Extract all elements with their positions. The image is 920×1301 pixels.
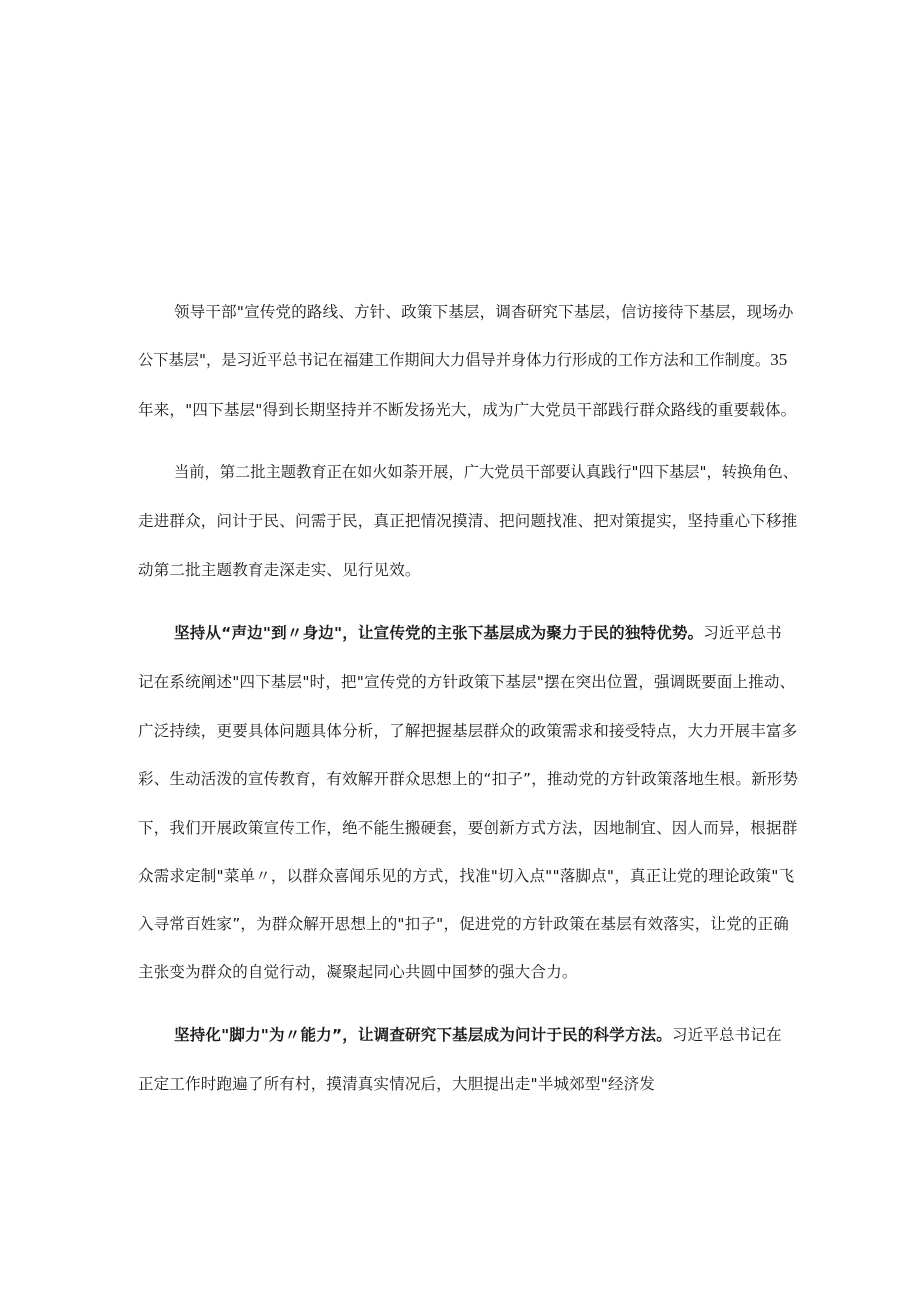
line-text: 众需求定制"菜单〃，以群众喜闻乐见的方式，找准"切入点""落脚点"，真正让党的理论政策"飞 xyxy=(138,867,795,885)
line-text: 年来，"四下基层"得到长期坚持并不断发扬光大，成为广大党员干部践行群众路线的重要载体。 xyxy=(138,401,797,419)
paragraph-3-line-4 xyxy=(138,769,798,789)
line-text: 习近平总书记在 xyxy=(671,1026,782,1044)
line-text: 主张变为群众的自觉行动，凝聚起同心共圆中国梦的强大合力。 xyxy=(138,963,578,981)
line-text: 公下基层"，是习近平总书记在福建工作期间大力倡导并身体力行形成的工作方法和工作制度。 xyxy=(138,351,771,369)
paragraph-4-line-2 xyxy=(138,1074,655,1094)
paragraph-3-line-3 xyxy=(138,721,797,741)
paragraph-2-line-3 xyxy=(138,560,421,580)
line-text: 习近平总书 xyxy=(703,624,782,642)
line-text: 彩、生动活泼的宣传教育，有效解开群众思想上的“扣子”，推动党的方针政策落地生根。新形势 xyxy=(138,770,799,788)
line-text: 动第二批主题教育走深走实、见行见效。 xyxy=(138,561,421,579)
paragraph-lead-bold: 坚持从“声边"到〃身边"，让宣传党的主张下基层成为聚力于民的独特优势。 xyxy=(174,624,704,642)
line-text: 领导干部"宣传党的路线、方针、政策下基层，调杳研究下基层，信访接待下基层，现场办 xyxy=(174,303,794,321)
paragraph-1-line-3 xyxy=(138,400,796,420)
paragraph-2-line-2 xyxy=(138,511,797,531)
line-text: 正定工作时跑遍了所有村，摸清真实情况后，大胆提出走"半城郊型"经济发 xyxy=(138,1075,656,1093)
paragraph-3-line-8 xyxy=(138,962,578,982)
line-text: 当前，第二批主题教育正在如火如荼开展，广大党员干部要认真践行"四下基层"，转换角色、 xyxy=(174,463,799,481)
line-text: 入寻常百姓家”，为群众解开思想上的"扣子"，促进党的方针政策在基层有效落实，让党的正确 xyxy=(138,915,789,933)
paragraph-3-line-6 xyxy=(138,866,794,886)
line-text: 下，我们开展政策宣传工作，绝不能生搬硬套，要创新方式方法，因地制宜、因人而异，根据群 xyxy=(138,819,798,837)
paragraph-3-line-2 xyxy=(138,672,795,692)
paragraph-3-line-1 xyxy=(174,623,782,643)
line-text: 走进群众，问计于民、问需于民，真正把情况摸清、把问题找准、把对策提实，坚持重心下移推 xyxy=(138,512,798,530)
line-text: 记在系统阐述"四下基层"时，把"宣传党的方针政策下基层"摆在突出位置，强调既要面上推动、 xyxy=(138,673,796,691)
paragraph-1-line-1 xyxy=(174,302,794,322)
paragraph-2-line-1 xyxy=(174,462,798,482)
paragraph-lead-bold: 坚持化"脚力"为〃能力”，让调查研究下基层成为问计于民的科学方法。 xyxy=(174,1026,672,1044)
paragraph-3-line-5 xyxy=(138,818,797,838)
paragraph-1-line-2 xyxy=(138,350,787,370)
paragraph-4-line-1 xyxy=(174,1025,782,1045)
line-number-suffix: 35 xyxy=(770,350,788,369)
paragraph-3-line-7 xyxy=(138,914,789,934)
line-text: 广泛持续，更要具体问题具体分析，了解把握基层群众的政策需求和接受特点，大力开展丰富多 xyxy=(138,722,798,740)
